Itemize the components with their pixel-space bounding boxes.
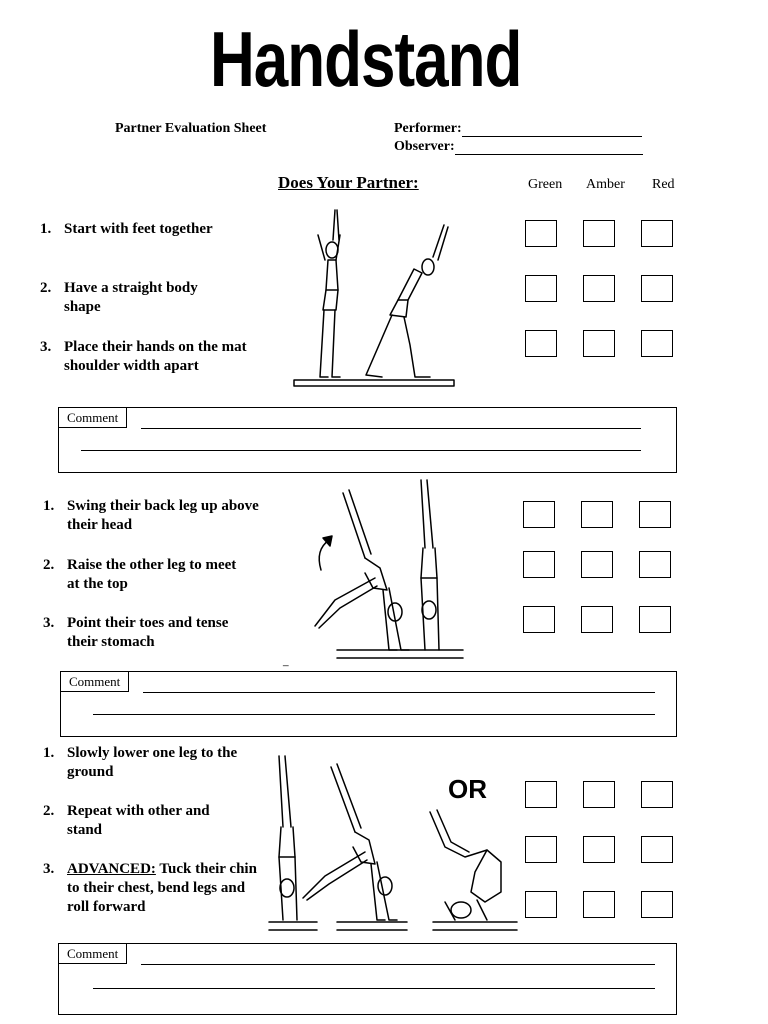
s1-r2-red-box[interactable] xyxy=(641,275,673,302)
s2-r3-green-box[interactable] xyxy=(523,606,555,633)
s2-r3-red-box[interactable] xyxy=(639,606,671,633)
s3-r2-green-box[interactable] xyxy=(525,836,557,863)
s1-comment-line-1 xyxy=(141,428,641,429)
s2-r1-red-box[interactable] xyxy=(639,501,671,528)
s1-comment-box[interactable] xyxy=(58,407,677,473)
s1-comment-line-2 xyxy=(81,450,641,451)
s3-comment-line-2 xyxy=(93,988,655,989)
gymnast-finish-illustration xyxy=(265,752,525,937)
s3-r3-red-box[interactable] xyxy=(641,891,673,918)
s3-r1-red-box[interactable] xyxy=(641,781,673,808)
s3-r3-green-box[interactable] xyxy=(525,891,557,918)
column-red: Red xyxy=(652,177,675,192)
s2-r1-amber-box[interactable] xyxy=(581,501,613,528)
or-label: OR xyxy=(448,774,487,804)
s3-comment-label: Comment xyxy=(59,944,127,964)
advanced-label: ADVANCED: xyxy=(67,861,156,877)
s3-comment-box[interactable] xyxy=(58,943,677,1015)
gymnast-kickup-illustration xyxy=(283,478,475,668)
performer-label: Performer: xyxy=(394,121,462,136)
s2-r3-amber-box[interactable] xyxy=(581,606,613,633)
page-title: Handstand xyxy=(210,17,522,104)
s3-r2-amber-box[interactable] xyxy=(583,836,615,863)
observer-input-line[interactable] xyxy=(455,140,643,155)
performer-input-line[interactable] xyxy=(462,122,642,137)
s1-r3-amber-box[interactable] xyxy=(583,330,615,357)
s2-r1-green-box[interactable] xyxy=(523,501,555,528)
s2-comment-line-2 xyxy=(93,714,655,715)
observer-field[interactable] xyxy=(394,139,643,155)
s1-r2-amber-box[interactable] xyxy=(583,275,615,302)
column-amber: Amber xyxy=(586,177,625,192)
s2-r2-red-box[interactable] xyxy=(639,551,671,578)
s1-r2-green-box[interactable] xyxy=(525,275,557,302)
s2-comment-line-1 xyxy=(143,692,655,693)
s2-r2-amber-box[interactable] xyxy=(581,551,613,578)
s3-r1-amber-box[interactable] xyxy=(583,781,615,808)
column-green: Green xyxy=(528,177,563,192)
s3-r2-red-box[interactable] xyxy=(641,836,673,863)
s1-r3-green-box[interactable] xyxy=(525,330,557,357)
observer-label: Observer: xyxy=(394,139,455,154)
svg-text:_: _ xyxy=(283,656,289,667)
sheet-subtitle: Partner Evaluation Sheet xyxy=(115,121,267,136)
s3-r1-green-box[interactable] xyxy=(525,781,557,808)
section-heading: Does Your Partner: xyxy=(278,173,419,192)
performer-field[interactable] xyxy=(394,121,642,137)
s2-comment-label: Comment xyxy=(61,672,129,692)
s3-r3-amber-box[interactable] xyxy=(583,891,615,918)
s1-r1-green-box[interactable] xyxy=(525,220,557,247)
s1-r1-amber-box[interactable] xyxy=(583,220,615,247)
s1-r3-red-box[interactable] xyxy=(641,330,673,357)
s2-comment-box[interactable] xyxy=(60,671,677,737)
s2-r2-green-box[interactable] xyxy=(523,551,555,578)
s1-r1-red-box[interactable] xyxy=(641,220,673,247)
s1-comment-label: Comment xyxy=(59,408,127,428)
s3-comment-line-1 xyxy=(141,964,655,965)
gymnast-start-illustration xyxy=(290,205,460,395)
